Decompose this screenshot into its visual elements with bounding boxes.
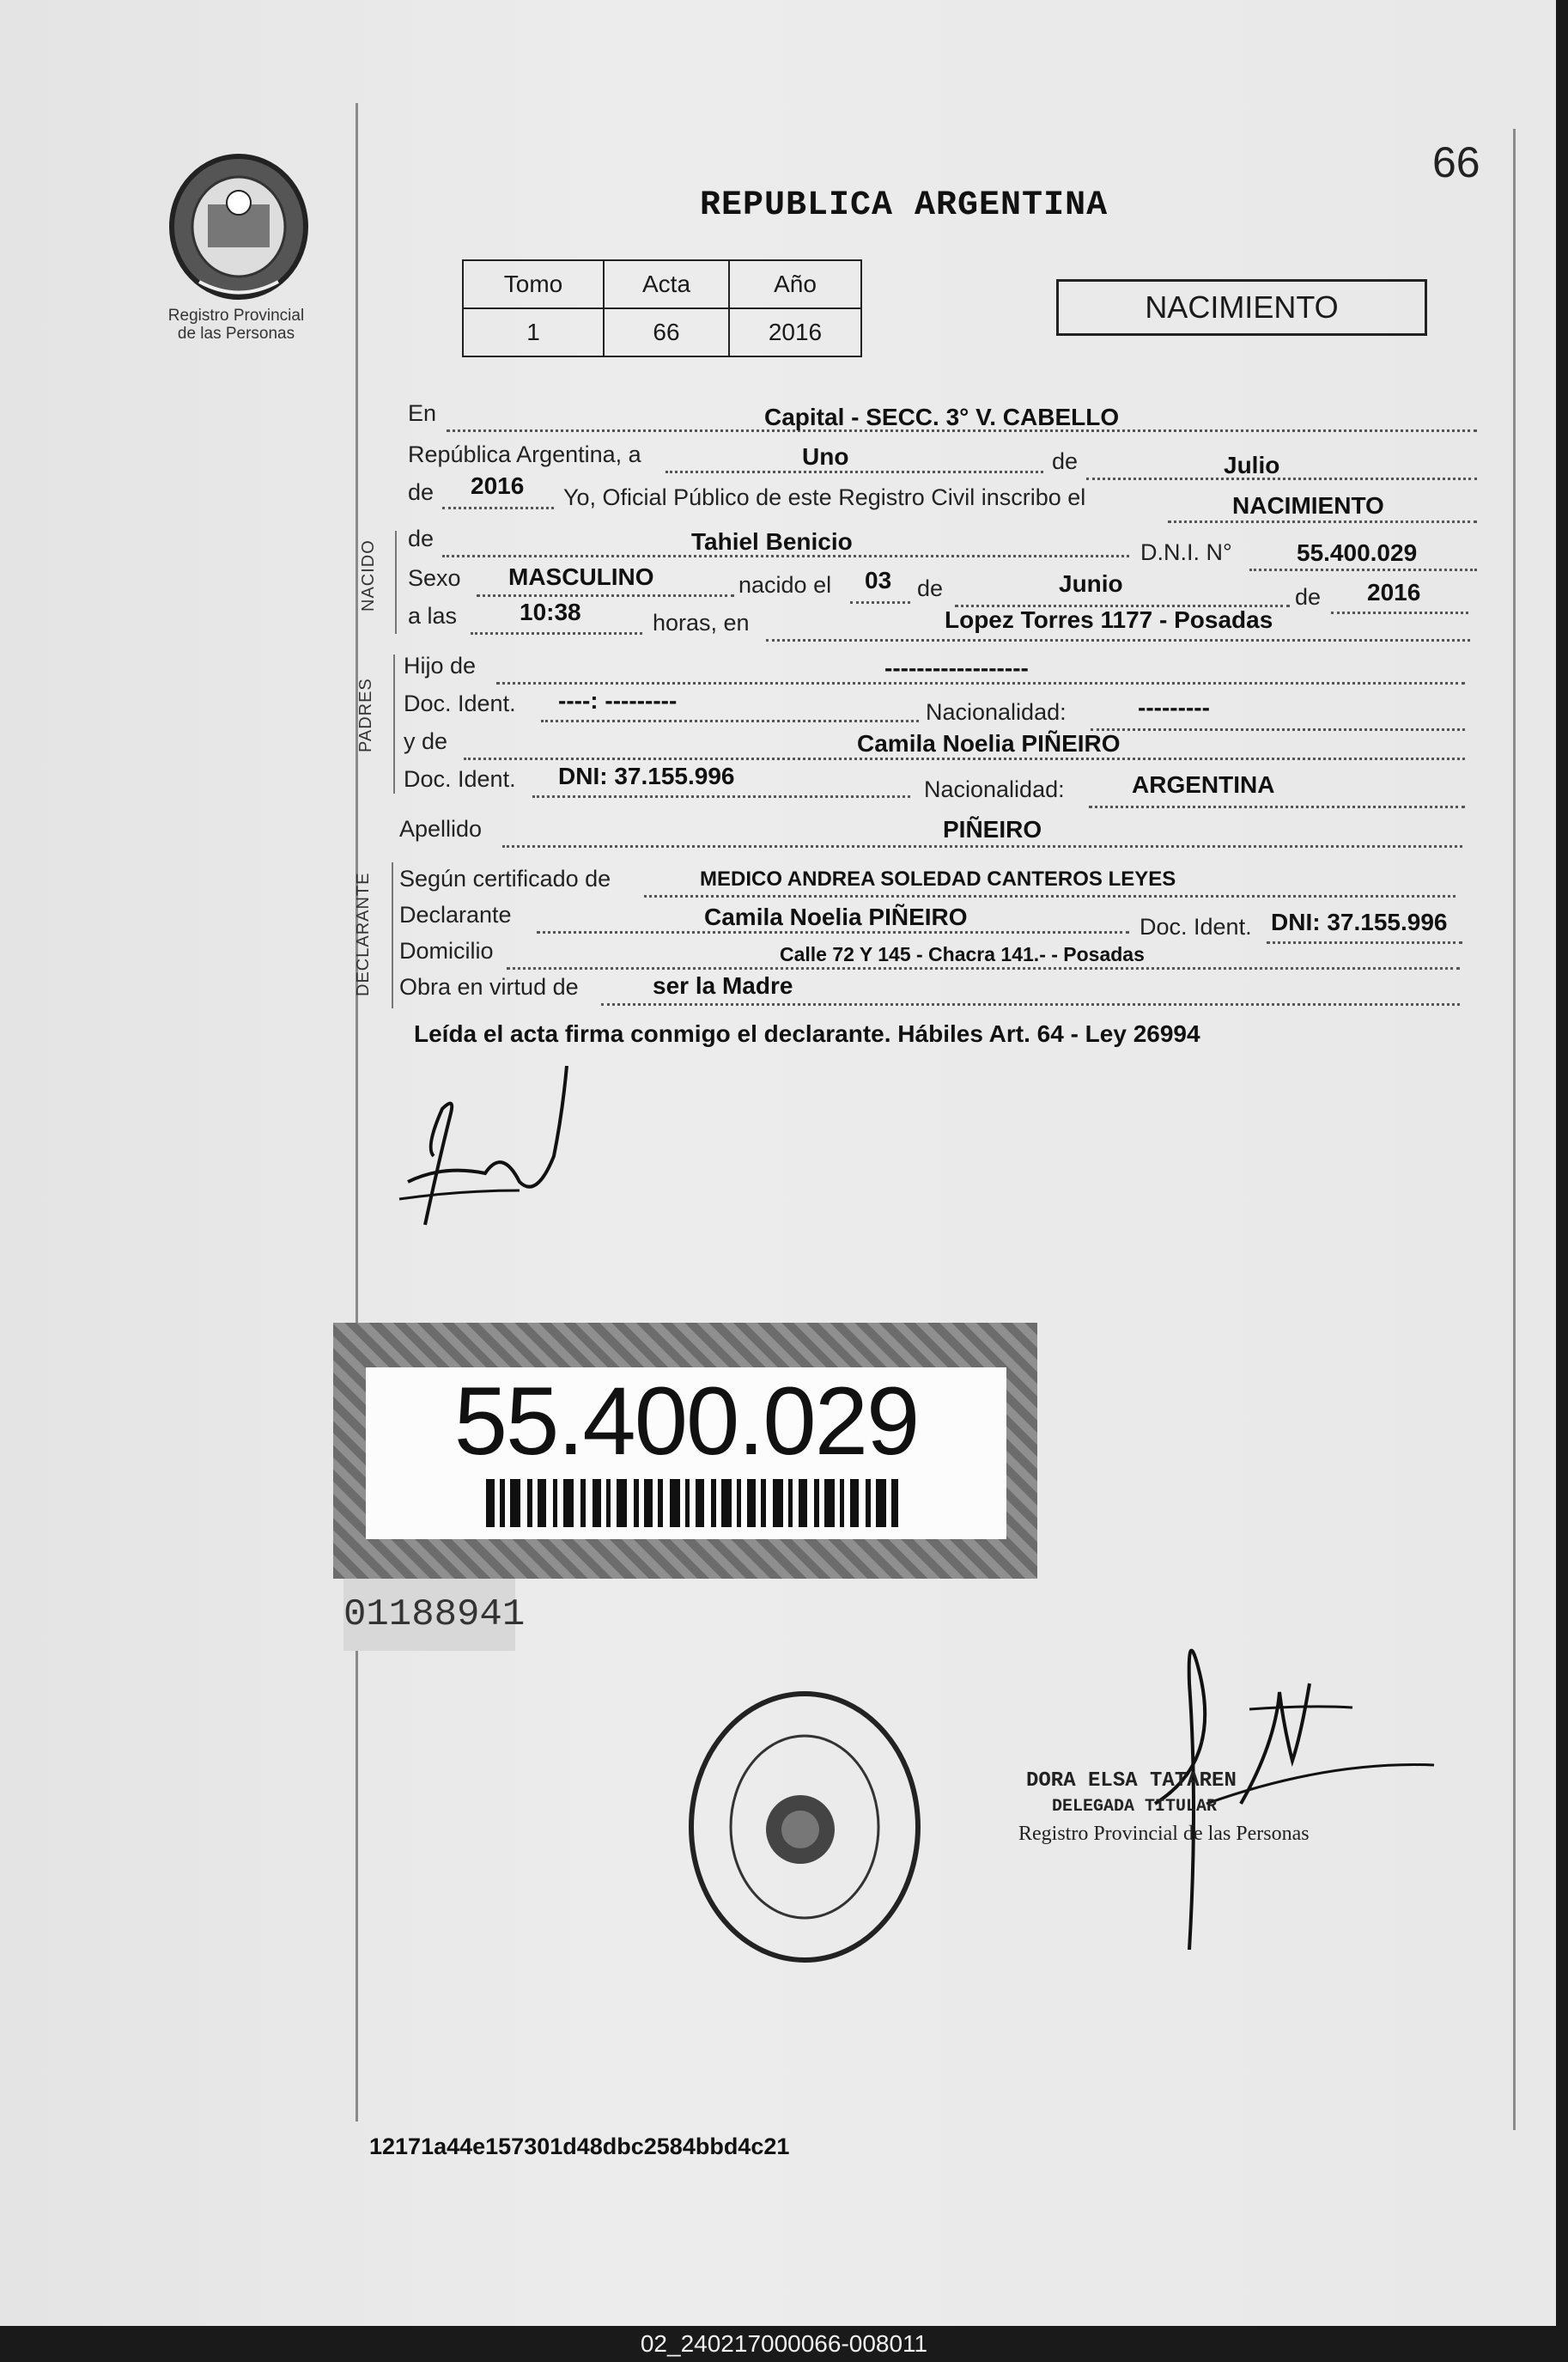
madre-doc-dots (532, 795, 910, 798)
hora-dots (471, 632, 642, 635)
official-name: DORA ELSA TATAREN (1026, 1769, 1237, 1793)
declarante-separator (392, 862, 393, 1008)
padres-separator (393, 654, 395, 794)
act-type-box: NACIMIENTO (1056, 279, 1427, 336)
acta-value: 66 (604, 308, 729, 356)
certificado-value: MEDICO ANDREA SOLEDAD CANTEROS LEYES (700, 867, 1176, 891)
padre-nac: --------- (1138, 694, 1210, 721)
right-border-line (1513, 129, 1516, 2130)
province-emblem-icon (165, 153, 313, 303)
de-label-1: de (1052, 448, 1079, 474)
oficial-text: Yo, Oficial Público de este Registro Civil inscribo el (563, 484, 1086, 510)
madre-nac-label: Nacionalidad: (924, 776, 1065, 802)
nacido-de-label-2: de (917, 575, 944, 601)
padre-nac-label: Nacionalidad: (926, 699, 1067, 725)
mes-value: Julio (1224, 452, 1280, 478)
madre-doc-label: Doc. Ident. (404, 766, 516, 792)
apellido-dots (502, 845, 1462, 848)
obra-dots (601, 1003, 1460, 1006)
nacido-separator (395, 531, 397, 634)
document-hash: 12171a44e157301d48dbc2584bbd4c21 (369, 2134, 790, 2159)
nacido-el-label: nacido el (738, 572, 832, 598)
declarante-nombre: Camila Noelia PIÑEIRO (704, 904, 968, 930)
declarante-doc-label: Doc. Ident. (1140, 914, 1252, 940)
tomo-header: Tomo (463, 260, 604, 308)
logo-caption-line1: Registro Provincial (167, 307, 305, 325)
lugar-dots (766, 639, 1470, 642)
hijo-de-label: Hijo de (404, 653, 477, 679)
padre-doc: ----: --------- (558, 687, 678, 714)
domicilio-dots (507, 967, 1460, 970)
republica-label: República Argentina, a (408, 441, 641, 467)
anio-intro-value: 2016 (471, 472, 525, 499)
anio-header: Año (729, 260, 861, 308)
obra-label: Obra en virtud de (399, 974, 579, 1000)
dia-value: Uno (802, 443, 849, 470)
en-label: En (408, 400, 437, 426)
alas-label: a las (408, 603, 458, 629)
dni-stamp-label (366, 1367, 1006, 1539)
registry-table-header-row (463, 260, 861, 308)
official-org: Registro Provincial de las Personas (1018, 1823, 1310, 1845)
nacido-dni: 55.400.029 (1297, 539, 1418, 566)
official-role: DELEGADA TITULAR (1052, 1797, 1218, 1817)
acta-header: Acta (604, 260, 729, 308)
declarante-side-label: DECLARANTE (354, 872, 373, 996)
nacido-nombre: Tahiel Benicio (691, 528, 853, 555)
y-de-label: y de (404, 728, 448, 754)
domicilio-label: Domicilio (399, 938, 494, 964)
padre-doc-label: Doc. Ident. (404, 691, 516, 716)
padres-side-label: PADRES (356, 678, 375, 752)
official-seal-icon (680, 1685, 929, 1969)
madre-nombre: Camila Noelia PIÑEIRO (857, 730, 1121, 757)
tomo-value: 1 (463, 308, 604, 356)
mes-dots (1086, 478, 1477, 480)
obra-value: ser la Madre (653, 972, 793, 999)
inscribo-value: NACIMIENTO (1232, 492, 1384, 519)
sexo-dots (477, 594, 734, 597)
serial-number: 01188941 (343, 1579, 515, 1651)
padre-nac-dots (1091, 728, 1465, 731)
declarante-label: Declarante (399, 902, 512, 928)
madre-doc: DNI: 37.155.996 (558, 763, 735, 789)
barcode-icon (486, 1479, 898, 1527)
nacido-lugar: Lopez Torres 1177 - Posadas (945, 606, 1273, 633)
nacido-de-label-3: de (1295, 584, 1322, 610)
padre-doc-dots (541, 720, 919, 722)
anio-value: 2016 (729, 308, 861, 356)
logo-caption (129, 307, 343, 343)
nacido-hora: 10:38 (520, 599, 581, 625)
left-border-line (356, 103, 358, 2122)
sexo-label: Sexo (408, 565, 461, 591)
registry-table-value-row (463, 308, 861, 356)
dia-dots (665, 471, 1043, 473)
certificado-label: Según certificado de (399, 866, 611, 892)
madre-nac: ARGENTINA (1132, 771, 1275, 798)
document-title: REPUBLICA ARGENTINA (700, 186, 1109, 225)
padre-dots (496, 682, 1465, 685)
declarant-signature-icon (391, 1062, 580, 1233)
dni-stamp-number: 55.400.029 (453, 1367, 919, 1475)
certificado-dots (644, 895, 1456, 898)
horas-label: horas, en (653, 610, 750, 636)
declarante-dots (537, 931, 1129, 934)
inscribo-dots (1168, 520, 1477, 523)
page-number: 66 (1432, 138, 1480, 186)
dni-stamp (333, 1323, 1037, 1579)
madre-nac-dots (1089, 806, 1465, 808)
madre-dots (464, 758, 1465, 760)
nacido-anio: 2016 (1367, 579, 1421, 606)
apellido-value: PIÑEIRO (943, 816, 1042, 843)
nacido-side-label: NACIDO (359, 539, 378, 612)
declarante-doc: DNI: 37.155.996 (1271, 909, 1448, 935)
anio-dots (442, 507, 554, 509)
sexo-value: MASCULINO (508, 563, 654, 590)
dni-label: D.N.I. N° (1140, 539, 1232, 565)
footer-filename: 02_240217000066-008011 (640, 2330, 928, 2357)
dia-nac-dots (850, 601, 910, 604)
en-value: Capital - SECC. 3° V. CABELLO (764, 404, 1120, 430)
nacido-de-label: de (408, 526, 435, 551)
registry-table (462, 259, 862, 357)
de-label-2: de (408, 479, 435, 505)
nacido-dia: 03 (865, 567, 892, 594)
apellido-label: Apellido (399, 816, 483, 842)
padre-nombre: ------------------ (884, 654, 1029, 681)
dni-dots (1249, 569, 1477, 571)
nacido-mes: Junio (1059, 570, 1123, 597)
declarante-doc-dots (1267, 941, 1462, 944)
logo-caption-line2: de las Personas (177, 325, 295, 343)
leida-text: Leída el acta firma conmigo el declarante. Hábiles Art. 64 - Ley 26994 (414, 1020, 1200, 1047)
anio-nac-dots (1331, 612, 1468, 614)
domicilio-value: Calle 72 Y 145 - Chacra 141.- - Posadas (780, 943, 1145, 965)
